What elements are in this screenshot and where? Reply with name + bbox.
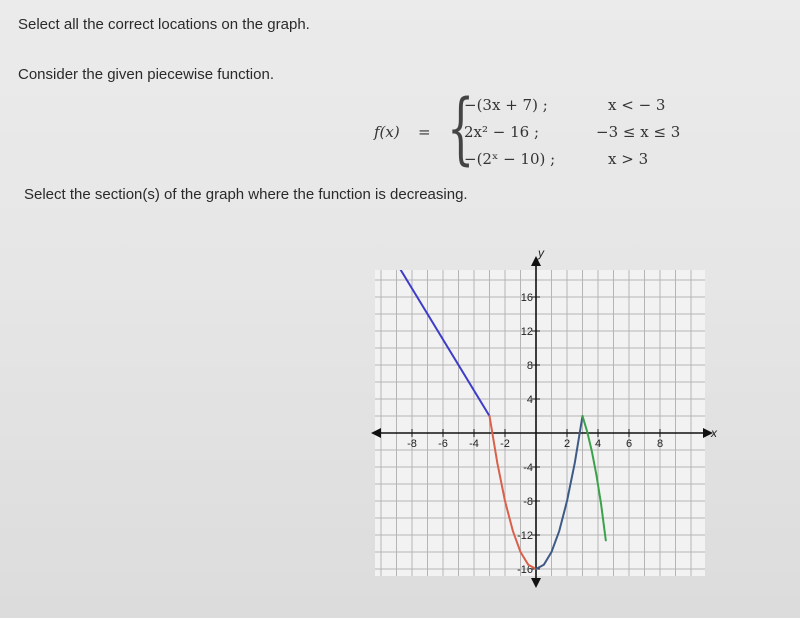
y-tick-label: -16 [517, 564, 533, 576]
x-axis-label: x [711, 426, 717, 440]
piece-1-expression: −(3x + 7) ; [464, 96, 548, 114]
graph-area[interactable] [370, 246, 717, 590]
x-tick-label: -8 [407, 438, 417, 450]
y-tick-label: -8 [523, 496, 533, 508]
piece-1-condition: x < − 3 [608, 96, 666, 114]
function-name: f(x) [374, 123, 400, 141]
equals-sign: = [418, 123, 431, 141]
y-tick-label: 4 [526, 394, 533, 406]
x-tick-label: -6 [438, 438, 448, 450]
piece-3-expression: −(2ˣ − 10) ; [464, 150, 556, 168]
left-brace-icon: { [447, 84, 475, 174]
piece-2-condition: −3 ≤ x ≤ 3 [596, 123, 681, 141]
y-axis-down-arrow-icon [531, 578, 541, 588]
question-text: Select the section(s) of the graph where the function is decreasing. [24, 186, 468, 203]
function-graph[interactable] [370, 246, 717, 590]
y-tick-label: 8 [526, 360, 533, 372]
y-tick-label: 12 [520, 326, 533, 338]
x-tick-label: -2 [500, 438, 510, 450]
x-tick-label: 2 [563, 438, 571, 450]
x-tick-label: 8 [656, 438, 664, 450]
y-tick-label: -4 [523, 462, 533, 474]
piece-3-condition: x > 3 [608, 150, 649, 168]
y-axis-label: y [538, 246, 544, 260]
x-tick-label: -4 [469, 438, 479, 450]
piece-2-expression: 2x² − 16 ; [464, 123, 540, 141]
y-tick-label: -12 [517, 530, 533, 542]
prompt-text: Consider the given piecewise function. [18, 66, 274, 83]
plot-background [375, 270, 705, 576]
x-tick-label: 4 [594, 438, 602, 450]
x-tick-label: 6 [625, 438, 633, 450]
instruction-text: Select all the correct locations on the graph. [18, 16, 310, 33]
y-tick-label: 16 [520, 292, 533, 304]
